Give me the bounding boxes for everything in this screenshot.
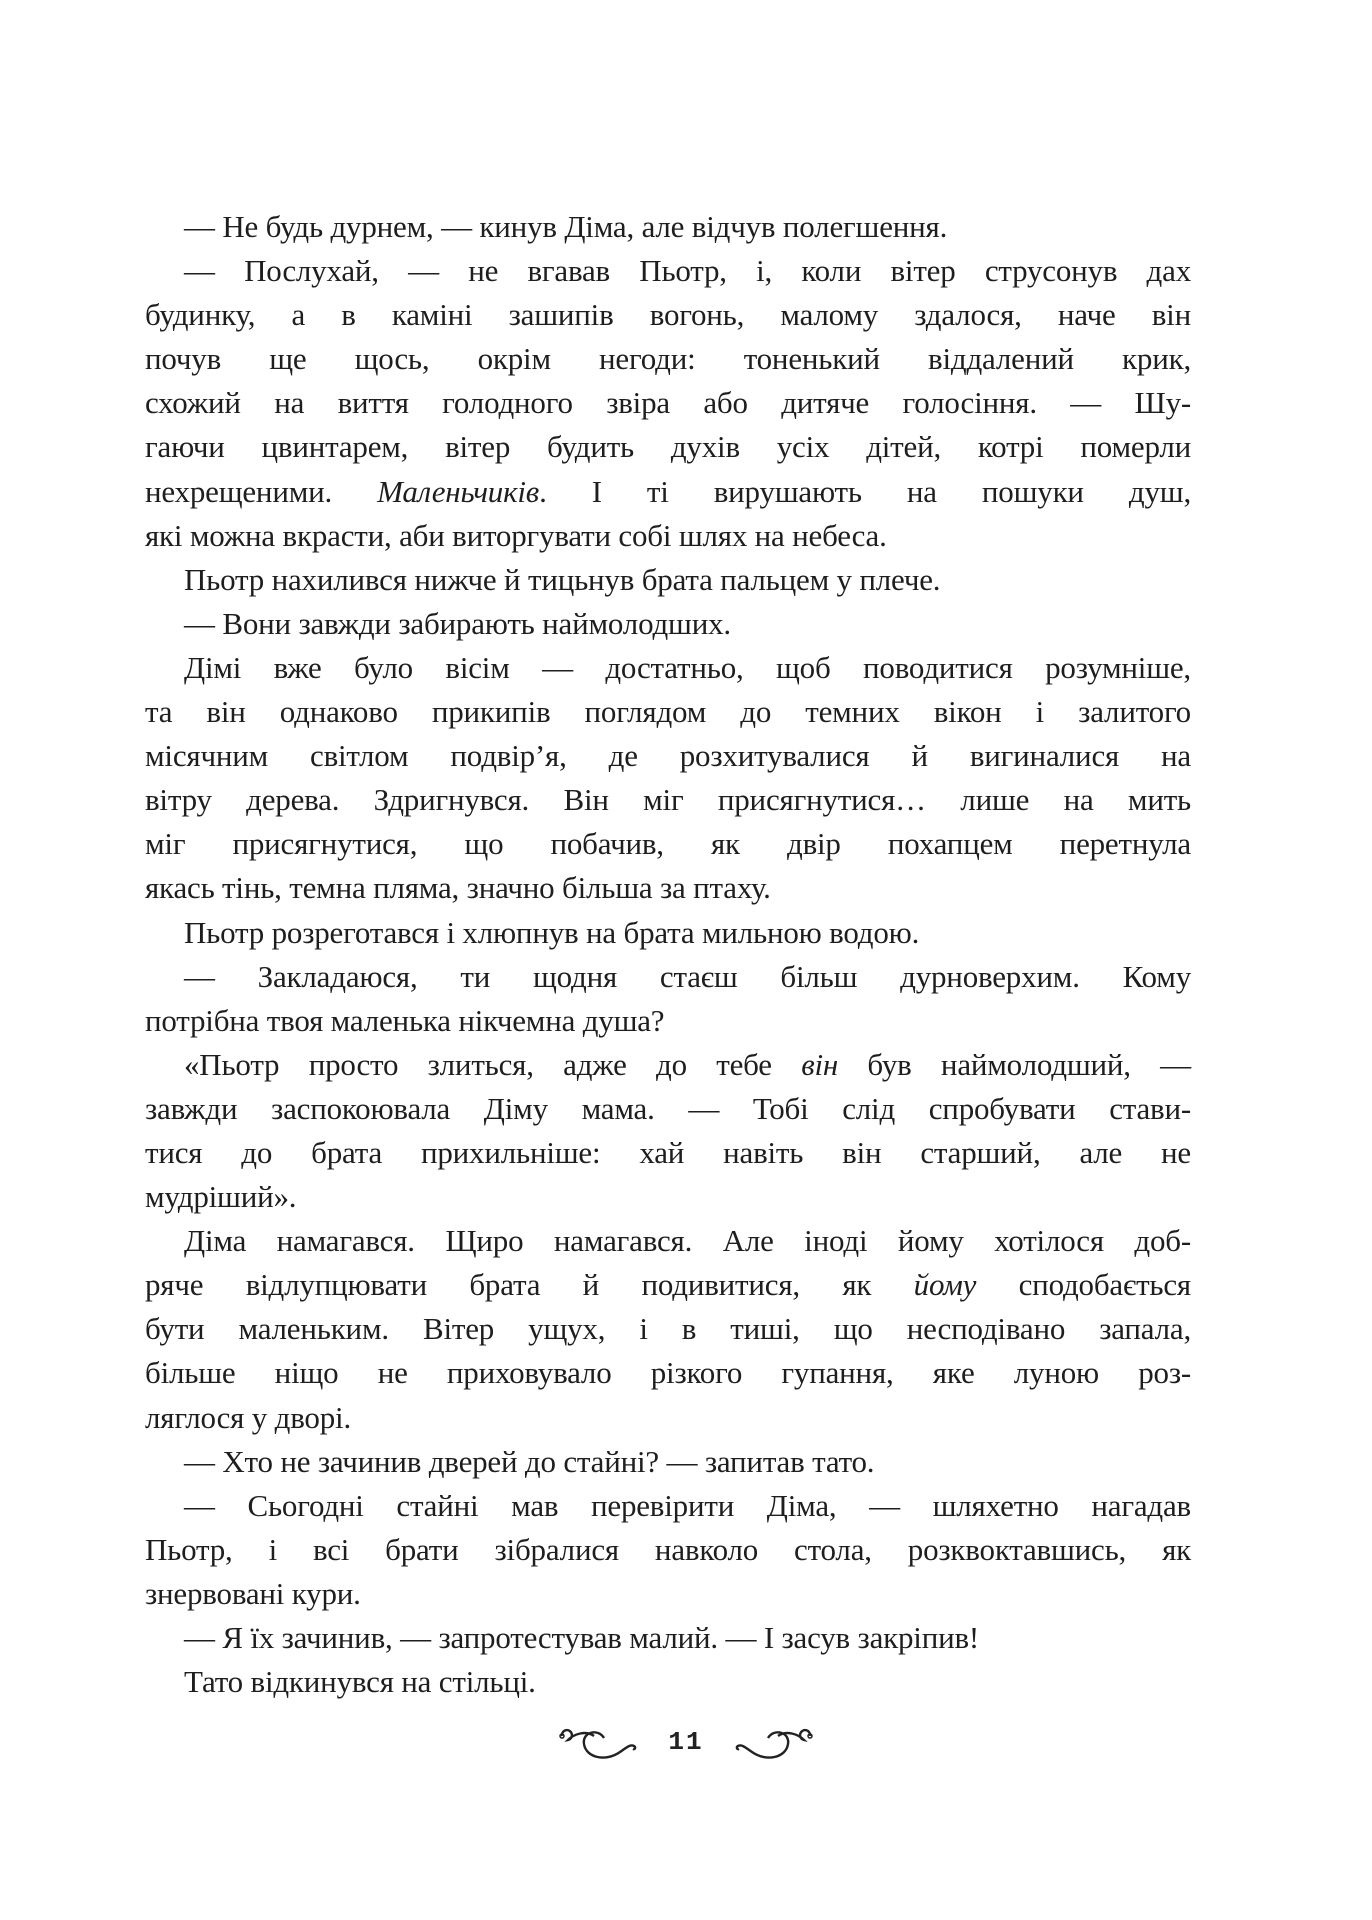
text-segment: Тато відкинувся на стільці. [184,1664,536,1700]
text-line [145,1043,1191,1087]
text-line [145,1307,1191,1351]
text-segment: був наймолодший, — [838,1046,1191,1082]
text-segment: місячним світлом подвір’я, де розхитувалися й вигиналися на [145,738,1191,774]
text-segment: будинку, а в каміні зашипів вогонь, малому здалося, наче він [145,297,1191,333]
text-segment: Дімі вже було вісім — достатньо, щоб поводитися розумніше, [184,649,1191,685]
text-line [145,866,1191,910]
text-segment: — Хто не зачинив дверей до стайні? — запитав тато. [184,1443,875,1479]
text-line [145,425,1191,469]
page-footer [0,1712,1372,1772]
text-line [145,778,1191,822]
text-segment: які можна вкрасти, аби виторгувати собі шлях на небеса. [145,517,887,553]
text-segment: Пьотр розреготався і хлюпнув на брата мильною водою. [184,914,920,950]
text-segment: — Послухай, — не вгавав Пьотр, і, коли вітер струсонув дах [184,253,1191,289]
text-line [145,1528,1191,1572]
text-line [145,734,1191,778]
text-segment: сподобається [976,1267,1191,1303]
text-segment: гаючи цвинтарем, вітер будить духів усіх дітей, котрі померли [145,429,1191,465]
text-segment: міг присягнутися, що побачив, як двір похапцем перетнула [145,826,1191,862]
text-segment: та він однаково прикипів поглядом до темних вікон і залитого [145,694,1191,730]
text-line [145,1440,1191,1484]
italic-text: йому [913,1267,977,1303]
text-line [145,514,1191,558]
text-line [145,999,1191,1043]
left-flourish-icon [552,1722,642,1762]
text-segment: потрібна твоя маленька нікчемна душа? [145,1002,665,1038]
text-line [145,822,1191,866]
text-segment: — Я їх зачинив, — запротестував малий. — І засув закріпив! [184,1620,980,1655]
italic-text: Маленьчиків [377,473,540,509]
text-segment: мудріший». [145,1179,297,1215]
text-segment: — Закладаюся, ти щодня стаєш більш дурноверхим. Кому [184,958,1191,994]
text-segment: завжди заспокоювала Діму мама. — Тобі слід спробувати стави- [145,1090,1191,1126]
text-segment: Пьотр, і всі брати зібралися навколо стола, розквоктавшись, як [145,1531,1191,1567]
text-segment: тися до брата прихильніше: хай навіть він старший, але не [145,1134,1191,1170]
text-line [145,1572,1191,1616]
text-line [145,911,1191,955]
text-line [145,249,1191,293]
text-line [145,337,1191,381]
text-segment: схожий на виття голодного звіра або дитяче голосіння. — Шу- [145,385,1191,421]
text-line [145,1131,1191,1175]
text-line [145,1660,1191,1704]
right-flourish-icon [730,1722,820,1762]
text-line [145,602,1191,646]
text-line [145,1484,1191,1528]
italic-text: він [801,1046,839,1082]
text-line [145,381,1191,425]
text-line [145,646,1191,690]
text-line [145,1175,1191,1219]
text-segment: . І ті вирушають на пошуки душ, [539,473,1191,509]
text-segment: більше ніщо не приховувало різкого гупання, яке луною роз- [145,1355,1191,1391]
text-segment: нехрещеними. [145,473,378,509]
text-segment: знервовані кури. [145,1575,361,1611]
text-line [145,1616,1191,1660]
text-segment: Діма намагався. Щиро намагався. Але іноді йому хотілося доб- [184,1223,1191,1259]
text-segment: — Не будь дурнем, — кинув Діма, але відчув полегшення. [184,209,948,244]
text-line [145,690,1191,734]
text-segment: — Сьогодні стайні мав перевірити Діма, — шляхетно нагадав [184,1487,1191,1523]
text-line [145,558,1191,602]
text-segment: вітру дерева. Здригнувся. Він міг присягнутися… лише на мить [145,782,1191,818]
text-segment: Пьотр нахилився нижче й тицьнув брата пальцем у плече. [184,561,941,597]
text-line [145,293,1191,337]
body-text [145,205,1191,1704]
text-segment: — Вони завжди забирають наймолодших. [184,605,731,641]
text-segment: «Пьотр просто злиться, адже до тебе [184,1046,802,1082]
text-segment: ляглося у дворі. [145,1399,351,1435]
text-segment: почув ще щось, окрім негоди: тоненький віддалений крик, [145,341,1191,377]
text-segment: ряче відлупцювати брата й подивитися, як [145,1267,914,1303]
text-line [145,1087,1191,1131]
text-line [145,1219,1191,1263]
page-number: 11 [668,1727,704,1757]
text-line [145,470,1191,514]
text-line [145,205,1191,249]
text-line [145,1351,1191,1395]
text-segment: якась тінь, темна пляма, значно більша за птаху. [145,870,771,906]
text-line [145,955,1191,999]
text-segment: бути маленьким. Вітер ущух, і в тиші, що несподівано запала, [145,1311,1191,1347]
text-line [145,1396,1191,1440]
text-line [145,1263,1191,1307]
